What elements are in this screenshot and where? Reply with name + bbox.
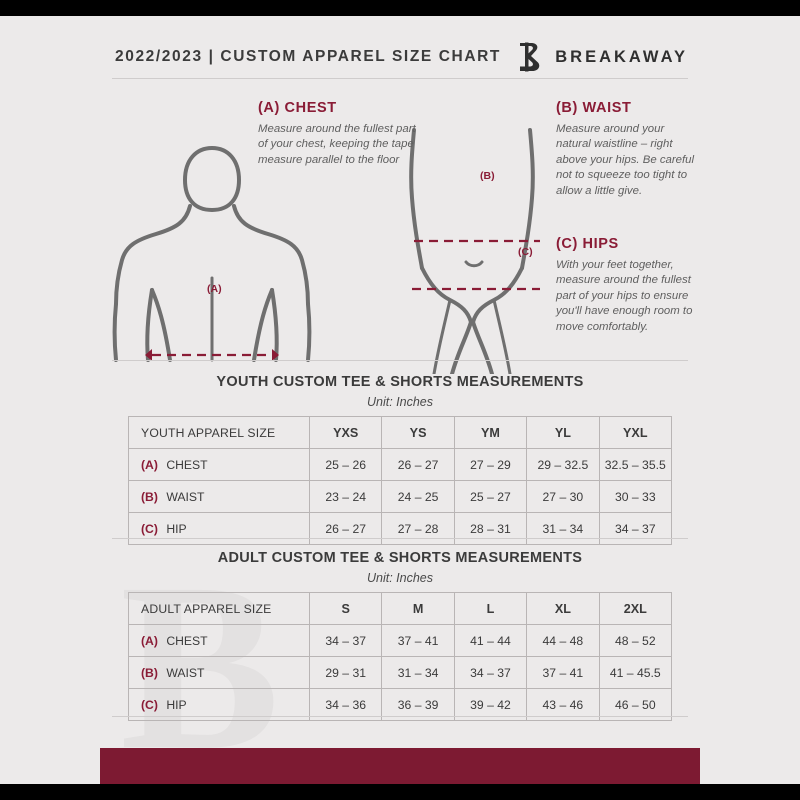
- youth-col-0: YXS: [310, 417, 382, 449]
- youth-cell-2-3: 31 – 34: [527, 513, 599, 545]
- adult-row-2-label: HIP: [166, 697, 187, 712]
- youth-cell-1-1: 24 – 25: [382, 481, 454, 513]
- adult-cell-0-4: 48 – 52: [599, 625, 671, 657]
- adult-cell-1-3: 37 – 41: [527, 657, 599, 689]
- adult-cell-1-2: 34 – 37: [454, 657, 526, 689]
- youth-cell-2-2: 28 – 31: [454, 513, 526, 545]
- youth-cell-0-4: 32.5 – 35.5: [599, 449, 671, 481]
- annotation-waist-body: Measure around your natural waistline – right above your hips. Be careful not to squeeze too tight to allow a little give.: [556, 123, 695, 197]
- adult-row-0-tag: (A): [141, 633, 158, 648]
- table-row: [129, 481, 672, 513]
- annotation-hips: [556, 236, 696, 335]
- footer-bar: [100, 748, 700, 784]
- adult-section-title: ADULT CUSTOM TEE & SHORTS MEASUREMENTS: [217, 550, 583, 566]
- adult-cell-1-4: 41 – 45.5: [599, 657, 671, 689]
- adult-cell-0-1: 37 – 41: [382, 625, 454, 657]
- youth-row-1-tag: (B): [141, 489, 158, 504]
- adult-cell-2-2: 39 – 42: [454, 689, 526, 721]
- document-header: [0, 16, 800, 84]
- youth-cell-0-1: 26 – 27: [382, 449, 454, 481]
- youth-header-label: YOUTH APPAREL SIZE: [129, 417, 310, 449]
- youth-section-title: YOUTH CUSTOM TEE & SHORTS MEASUREMENTS: [216, 374, 584, 390]
- adult-row-0-head: [129, 625, 310, 657]
- adult-cell-1-1: 31 – 34: [382, 657, 454, 689]
- youth-cell-1-4: 30 – 33: [599, 481, 671, 513]
- adult-cell-0-2: 41 – 44: [454, 625, 526, 657]
- adult-cell-0-0: 34 – 37: [310, 625, 382, 657]
- table-row: [129, 625, 672, 657]
- annotation-waist: [556, 100, 696, 199]
- chest-label-tag: (A): [207, 283, 222, 295]
- youth-cell-0-3: 29 – 32.5: [527, 449, 599, 481]
- youth-cell-1-3: 27 – 30: [527, 481, 599, 513]
- youth-row-2-label: HIP: [166, 521, 187, 536]
- youth-row-1-head: [129, 481, 310, 513]
- waist-label-tag: (B): [480, 170, 495, 182]
- youth-section-subtitle: Unit: Inches: [366, 395, 433, 409]
- adult-size-table: [128, 592, 672, 721]
- adult-row-1-head: [129, 657, 310, 689]
- youth-cell-1-2: 25 – 27: [454, 481, 526, 513]
- youth-cell-1-0: 23 – 24: [310, 481, 382, 513]
- table-row: [129, 657, 672, 689]
- annotation-hips-body: With your feet together, measure around the fullest part of your hips to ensure you'll have enough room to move comfortably.: [556, 259, 693, 333]
- youth-size-table: [128, 416, 672, 545]
- youth-cell-0-2: 27 – 29: [454, 449, 526, 481]
- youth-cell-2-0: 26 – 27: [310, 513, 382, 545]
- adult-header-label: ADULT APPAREL SIZE: [129, 593, 310, 625]
- adult-cell-2-3: 43 – 46: [527, 689, 599, 721]
- adult-cell-1-0: 29 – 31: [310, 657, 382, 689]
- adult-col-0: S: [310, 593, 382, 625]
- adult-cell-2-0: 34 – 36: [310, 689, 382, 721]
- table-header-row: [129, 593, 672, 625]
- adult-cell-0-3: 44 – 48: [527, 625, 599, 657]
- youth-cell-2-4: 34 – 37: [599, 513, 671, 545]
- youth-row-2-tag: (C): [141, 521, 158, 536]
- adult-col-3: XL: [527, 593, 599, 625]
- measurement-illustrations: [0, 78, 800, 374]
- page-title: 2022/2023 | CUSTOM APPAREL SIZE CHART: [115, 48, 501, 65]
- youth-cell-2-1: 27 – 28: [382, 513, 454, 545]
- youth-col-2: YM: [454, 417, 526, 449]
- table-row: [129, 449, 672, 481]
- youth-row-2-head: [129, 513, 310, 545]
- adult-row-2-tag: (C): [141, 697, 158, 712]
- adult-col-2: L: [454, 593, 526, 625]
- youth-col-1: YS: [382, 417, 454, 449]
- annotation-chest-body: Measure around the fullest part of your chest, keeping the tape measure parallel to the floor: [258, 123, 416, 166]
- table-row: [129, 513, 672, 545]
- hip-label-tag: (C): [518, 246, 533, 258]
- adult-col-1: M: [382, 593, 454, 625]
- annotation-chest-title: (A) CHEST: [258, 100, 337, 116]
- annotation-chest: [258, 100, 418, 168]
- adult-row-1-tag: (B): [141, 665, 158, 680]
- adult-cell-2-1: 36 – 39: [382, 689, 454, 721]
- adult-col-4: 2XL: [599, 593, 671, 625]
- youth-row-1-label: WAIST: [166, 489, 205, 504]
- table-header-row: [129, 417, 672, 449]
- youth-col-4: YXL: [599, 417, 671, 449]
- brand-name: BREAKAWAY: [555, 47, 688, 66]
- section-divider-top: [112, 360, 688, 361]
- adult-row-0-label: CHEST: [166, 633, 208, 648]
- youth-cell-0-0: 25 – 26: [310, 449, 382, 481]
- document-sheet: [0, 16, 800, 784]
- adult-row-1-label: WAIST: [166, 665, 205, 680]
- section-divider-middle: [112, 538, 688, 539]
- youth-row-0-label: CHEST: [166, 457, 208, 472]
- annotation-waist-title: (B) WAIST: [556, 100, 632, 116]
- brand-lockup: [517, 42, 688, 72]
- youth-row-0-head: [129, 449, 310, 481]
- youth-col-3: YL: [527, 417, 599, 449]
- adult-section-subtitle: Unit: Inches: [366, 571, 433, 585]
- section-divider-bottom: [112, 716, 688, 717]
- adult-cell-2-4: 46 – 50: [599, 689, 671, 721]
- breakaway-b-logo-icon: [517, 42, 541, 72]
- youth-row-0-tag: (A): [141, 457, 158, 472]
- annotation-hips-title: (C) HIPS: [556, 236, 619, 252]
